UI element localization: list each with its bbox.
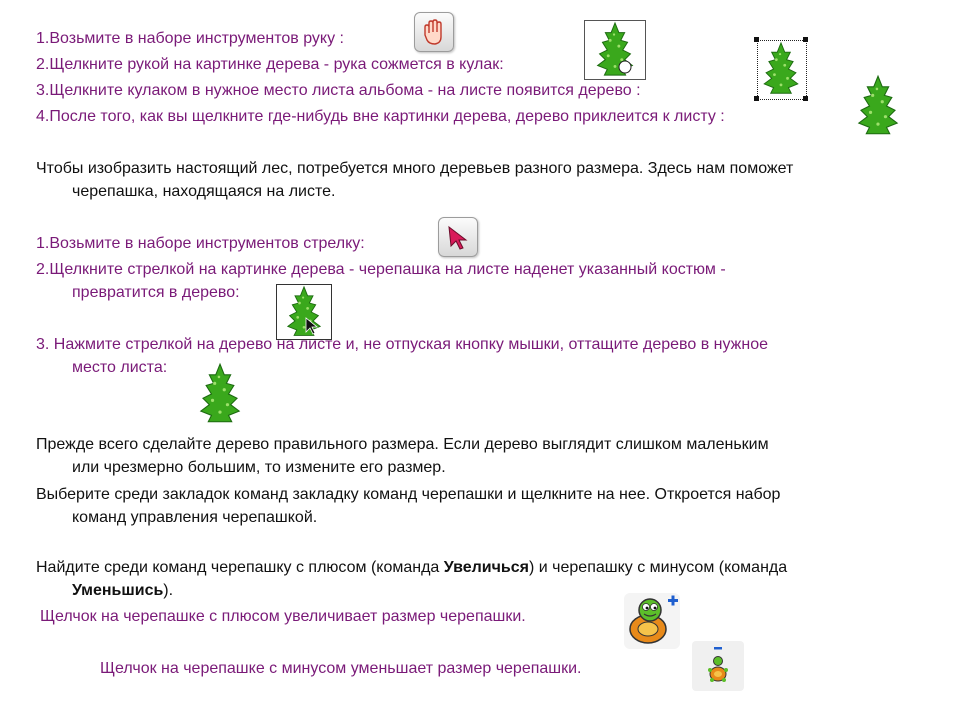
plus-description: Щелчок на черепашке с плюсом увеличивает размер черепашки. xyxy=(40,608,526,625)
step3-hand: 3.Щелкните кулаком в нужное место листа альбома - на листе появится дерево : xyxy=(36,82,641,99)
para3-line1: Выберите среди закладок команд закладку команд черепашки и щелкните на нее. Откроется набор xyxy=(36,486,781,503)
step3-arrow-line1: 3. Нажмите стрелкой на дерево на листе и, не отпуская кнопку мышки, оттащите дерево в нужное xyxy=(36,336,769,353)
para2-line2: или чрезмерно большим, то измените его размер. xyxy=(72,459,446,476)
tree-pointer-image xyxy=(276,284,332,340)
para1-line1: Чтобы изобразить настоящий лес, потребуется много деревьев разного размера. Здесь нам поможет xyxy=(36,160,794,177)
tree-icon xyxy=(754,37,808,101)
tree-icon xyxy=(194,362,246,426)
command-shrink: Уменьшись xyxy=(72,582,164,599)
minus-description: Щелчок на черепашке с минусом уменьшает размер черепашки. xyxy=(100,660,582,677)
tree-icon xyxy=(852,74,904,138)
step3-arrow-line2: место листа: xyxy=(72,359,168,376)
turtle-plus-button[interactable] xyxy=(624,593,680,649)
para4-line2: Уменьшись). xyxy=(72,582,174,599)
arrow-tool-button[interactable] xyxy=(438,217,478,257)
command-grow: Увеличься xyxy=(443,559,529,576)
turtle-minus-icon xyxy=(692,641,744,691)
step4-hand: 4.После того, как вы щелкните где-нибудь вне картинки дерева, дерево приклеится к листу : xyxy=(36,108,725,125)
hand-icon xyxy=(415,13,453,51)
tree-fist-image xyxy=(584,20,646,80)
tree-icon xyxy=(277,285,331,339)
para3-line2: команд управления черепашкой. xyxy=(72,509,318,526)
arrow-icon xyxy=(439,218,477,256)
tree-icon xyxy=(585,21,645,79)
step2-hand: 2.Щелкните рукой на картинке дерева - рука сожмется в кулак: xyxy=(36,56,504,73)
turtle-plus-icon xyxy=(624,593,680,649)
tree-image xyxy=(852,74,904,138)
tree-image xyxy=(194,362,246,426)
hand-tool-button[interactable] xyxy=(414,12,454,52)
para2-line1: Прежде всего сделайте дерево правильного размера. Если дерево выглядит слишком маленьким xyxy=(36,436,769,453)
step1-arrow: 1.Возьмите в наборе инструментов стрелку: xyxy=(36,235,365,252)
step2-arrow-line2: превратится в дерево: xyxy=(72,284,240,301)
para1-line2: черепашка, находящаяся на листе. xyxy=(72,183,336,200)
tree-selected-image xyxy=(754,37,808,101)
step2-arrow-line1: 2.Щелкните стрелкой на картинке дерева - черепашка на листе наденет указанный костюм - xyxy=(36,261,726,278)
fist-icon xyxy=(617,59,633,75)
turtle-minus-button[interactable] xyxy=(692,641,744,691)
para4-line1: Найдите среди команд черепашку с плюсом (команда Увеличься) и черепашку с минусом (команда xyxy=(36,559,788,576)
step1-hand: 1.Возьмите в наборе инструментов руку : xyxy=(36,30,344,47)
